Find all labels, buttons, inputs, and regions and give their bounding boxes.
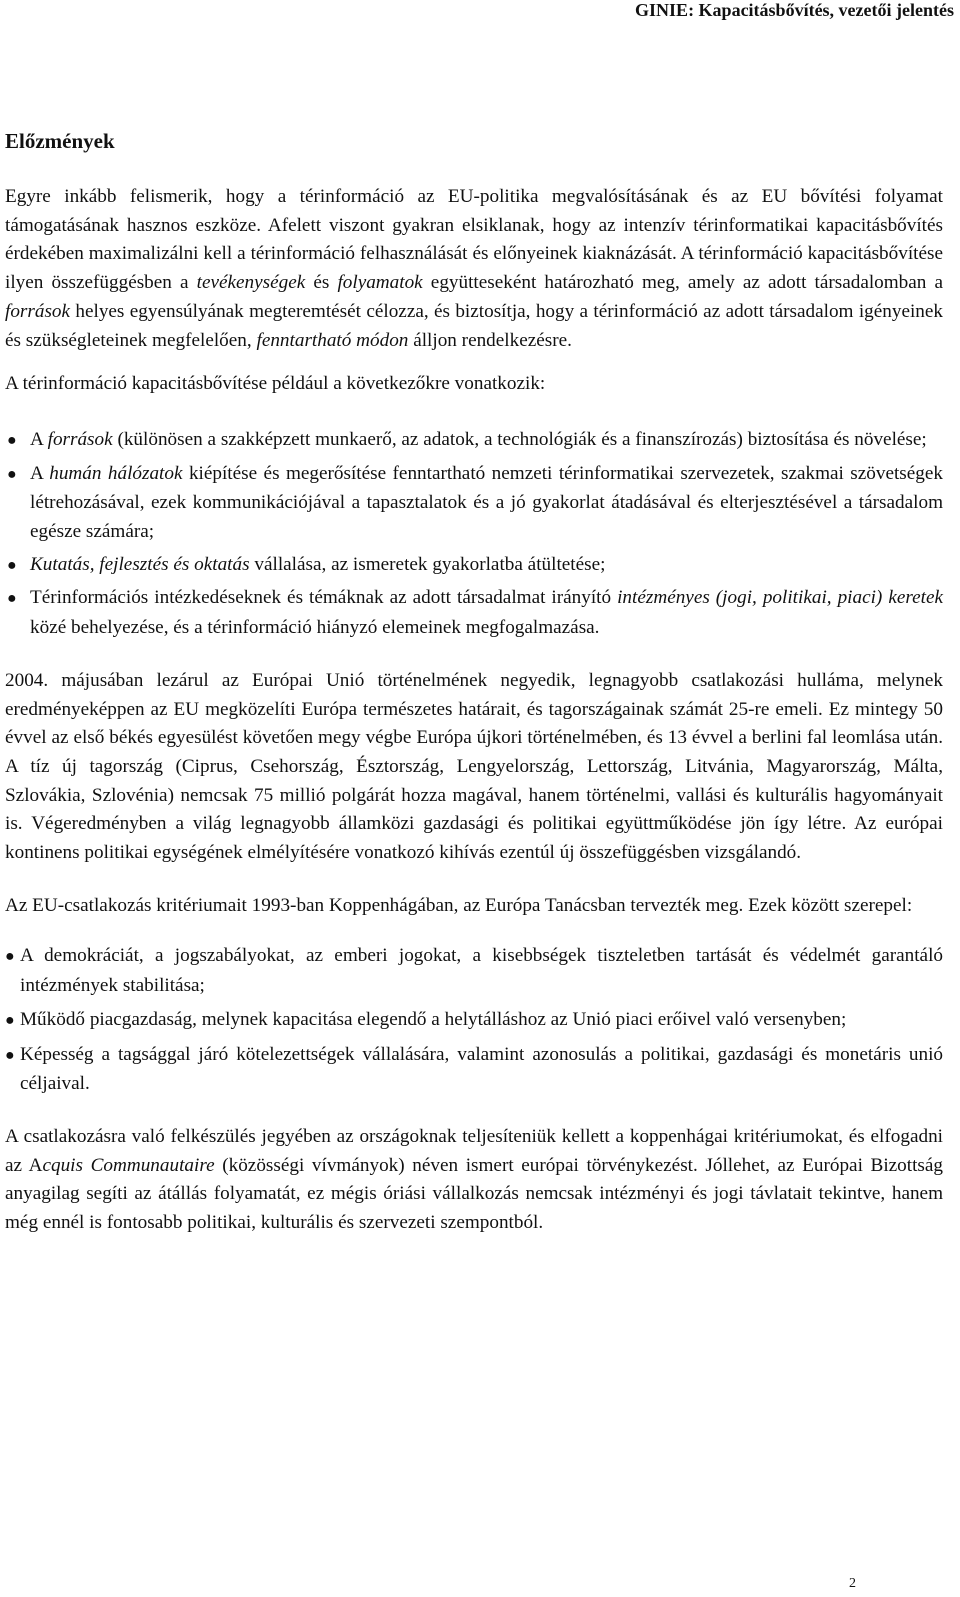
capacity-list	[5, 426, 943, 643]
section-heading: Előzmények	[5, 129, 115, 153]
bullet-icon: ●	[5, 1011, 15, 1029]
list-item: ● A humán hálózatok kiépítése és megerősítése fenntartható nemzeti térinformatikai szervezetek, szakmai szövetségek létrehozásával, ezek kommunikációjával a tapasztalatok és a jó gyakorlat átadásával és elterjesztésével a társadalom egésze számára;	[7, 462, 943, 543]
page-number: 2	[849, 1576, 856, 1591]
paragraph-enlargement: 2004. májusában lezárul az Európai Unió történelmének negyedik, legnagyobb csatlakozási hulláma, melynek eredményeképpen az EU megközelíti Európa természetes határait, és tagországainak számát 25-re emeli. Ez mintegy 50 évvel az első békés egyesülést követően megy végbe Európa újkori történelmében, és 13 évvel a berlini fal leomlása után. A tíz új tagország (Ciprus, Csehország, Észtország, Lengyelország, Lettország, Litvánia, Magyarország, Málta, Szlovákia, Szlovénia) nemcsak 75 millió polgárát hozza magával, hanem történelmi, vallási és kulturális hagyományait is. Végeredményben a világ legnagyobb államközi gazdasági és politikai együttműködése jön így létre. Az európai kontinens politikai egységének elmélyítésére vonatkozó kihívás ezentúl új összefüggésben vizsgálandó.	[5, 669, 943, 864]
list-item: ● Térinformációs intézkedéseknek és témáknak az adott társadalmat irányító intézményes (jogi, politikai, piaci) keretek közé behelyezése, és a térinformáció hiányzó elemeinek megfogalmazása.	[7, 587, 943, 639]
bullet-icon: ●	[7, 431, 17, 449]
running-header: GINIE: Kapacitásbővítés, vezetői jelentés	[635, 0, 954, 20]
bullet-icon: ●	[5, 948, 15, 966]
paragraph-acquis: A csatlakozásra való felkészülés jegyében az országoknak teljesíteniük kellett a koppenhágai kritériumokat, és elfogadni az Acquis Communautaire (közösségi vívmányok) néven ismert európai törvénykezést. Jóllehet, az Európai Bizottság anyagilag segíti az átállás folyamatát, ez mégis óriási vállalkozás nemcsak intézményi és jogi távlatait tekintve, hanem még ennél is fontosabb politikai, kulturális és szervezeti szempontból.	[5, 1125, 944, 1234]
list-item: ● Képesség a tagsággal járó kötelezettségek vállalására, valamint azonosulás a politikai, gazdasági és monetáris unió céljaival.	[5, 1043, 943, 1095]
bullet-icon: ●	[7, 590, 17, 608]
list-item: ● A demokráciát, a jogszabályokat, az emberi jogokat, a kisebbségek tiszteletben tartását és védelmét garantáló intézmények stabilitása;	[5, 945, 943, 997]
list-item: ● Működő piacgazdaság, melynek kapacitása elegendő a helytálláshoz az Unió piaci erőivel való versenyben;	[5, 1006, 943, 1036]
paragraph-intro: Egyre inkább felismerik, hogy a térinformáció az EU-politika megvalósításának és az EU bővítési folyamat támogatásának hasznos eszköze. Afelett viszont gyakran elsiklanak, hogy az intenzív térinformatikai kapacitásbővítés érdekében maximalizálni kell a térinformáció felhasználását és előnyeinek kiaknázását. A térinformáció kapacitásbővítése ilyen összefüggésben a tevékenységek és folyamatok együtteseként határozható meg, amely az adott társadalomban a források helyes egyensúlyának megteremtését célozza, és biztosítja, hogy a térinformáció az adott társadalom igényeinek és szükségleteinek megfelelően, fenntartható módon álljon rendelkezésre.	[5, 186, 943, 351]
bullet-icon: ●	[7, 465, 17, 483]
list-item: ● Kutatás, fejlesztés és oktatás vállalása, az ismeretek gyakorlatba átültetése;	[5, 551, 943, 581]
paragraph-list-intro: A térinformáció kapacitásbővítése például a következőkre vonatkozik:	[5, 373, 546, 395]
document-body	[5, 126, 943, 1238]
criteria-list	[5, 942, 943, 1099]
bullet-icon: ●	[5, 1046, 15, 1064]
paragraph-criteria-intro: Az EU-csatlakozás kritériumait 1993-ban Koppenhágában, az Európa Tanácsban tervezték meg. Ezek között szerepel:	[5, 894, 913, 916]
bullet-icon: ●	[7, 556, 17, 574]
list-item: ● A források (különösen a szakképzett munkaerő, az adatok, a technológiák és a finanszírozás) biztosítása és növelése;	[5, 426, 943, 456]
